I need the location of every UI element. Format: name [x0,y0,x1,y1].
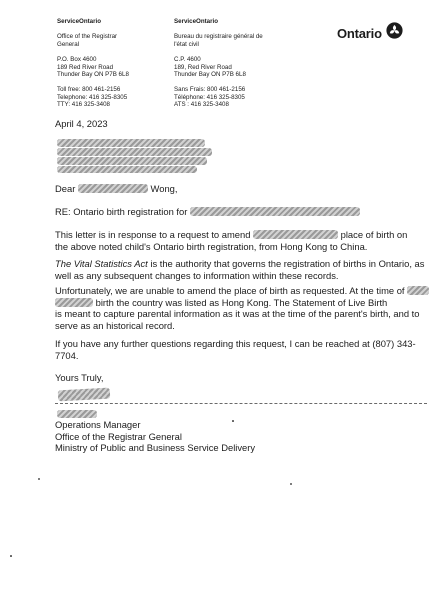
redacted-address-line [57,166,197,173]
scan-speck [290,483,292,485]
header-left-org: ServiceOntario [57,18,102,25]
paragraph-2 [55,258,425,281]
logo-wordmark: Ontario [337,25,382,41]
paragraph-4 [55,338,416,361]
header-left-tollfree: Toll free: 800 461-2156 [57,86,121,93]
p1-text-c: the above noted child's Ontario birth registration, from Hong Kong to China. [55,240,368,252]
header-right-address-3: Thunder Bay ON P7B 6L8 [174,71,246,79]
salutation-end: Wong, [150,183,178,194]
scan-artifact-line [55,403,427,404]
header-right-address-2: 189, Red River Road [174,63,232,71]
p1-text-a: This letter is in response to a request to amend [55,229,251,240]
scan-speck [10,555,12,557]
header-left-address-2: 189 Red River Road [57,63,114,71]
header-left-telephone: Telephone: 416 325-8305 [57,93,128,101]
re-line [55,206,360,218]
scan-speck [38,478,40,480]
p1-text-b: place of birth on [340,229,408,240]
p3-text-c: is meant to capture parental information as it was at the time of the parent's birth, and to [55,308,420,319]
ontario-logo [337,22,403,44]
signature-title: Operations Manager [55,419,141,430]
salutation-start: Dear [55,183,76,194]
redacted-signatory-name [57,410,97,418]
header-right-tty: ATS : 416 325-3408 [174,101,229,109]
header-right-office-1: Bureau du registraire général de [174,33,263,40]
paragraph-1 [55,229,408,252]
re-text: RE: Ontario birth registration for [55,206,188,217]
redacted-name [78,184,148,193]
header-right-office-2: l'état civil [174,40,199,48]
redacted-address-line [57,157,207,165]
header-right-address-1: C.P. 4600 [174,56,201,63]
scan-speck [232,420,234,422]
p2-text-b: well as any subsequent changes to information within these records. [55,269,339,281]
header-left-address-1: P.O. Box 4600 [57,56,97,63]
p3-text-d: serve as an historical record. [55,319,175,331]
p4-text-a: If you have any further questions regarding this request, I can be reached at (807) 343- [55,338,416,349]
header-left-office-1: Office of the Registrar [57,33,118,40]
redacted-address-line [57,139,205,147]
trillium-icon [386,22,403,44]
vital-statistics-act: The Vital Statistics Act [55,258,148,269]
header-left-address-3: Thunder Bay ON P7B 6L8 [57,71,129,79]
salutation [55,183,177,195]
p4-text-b: 7704. [55,349,79,361]
redacted-signature [58,388,111,402]
header-right-org: ServiceOntario [174,18,219,25]
redacted-address-line [57,148,212,156]
header-right-telephone: Téléphone: 416 325-8305 [174,93,245,101]
redacted-child-name [190,207,360,216]
header-right-tollfree: Sans Frais: 800 461-2156 [174,86,246,93]
p3-text-b: birth the country was listed as Hong Kong. The Statement of Live Birth [95,296,388,308]
letter-date: April 4, 2023 [55,118,108,129]
header-left-office-2: General [57,40,80,48]
signature-ministry: Ministry of Public and Business Service Delivery [55,442,256,453]
paragraph-3 [55,285,420,331]
header-left-tty: TTY: 416 325-3408 [57,101,110,109]
redacted-text [55,298,93,307]
redacted-text [253,230,338,239]
signature-office: Office of the Registrar General [55,430,182,442]
closing: Yours Truly, [55,372,104,383]
p2-text-a: is the authority that governs the registration of births in Ontario, as [150,258,425,269]
redacted-text [407,286,429,295]
p3-text-a: Unfortunately, we are unable to amend the place of birth as requested. At the time of [55,285,405,296]
